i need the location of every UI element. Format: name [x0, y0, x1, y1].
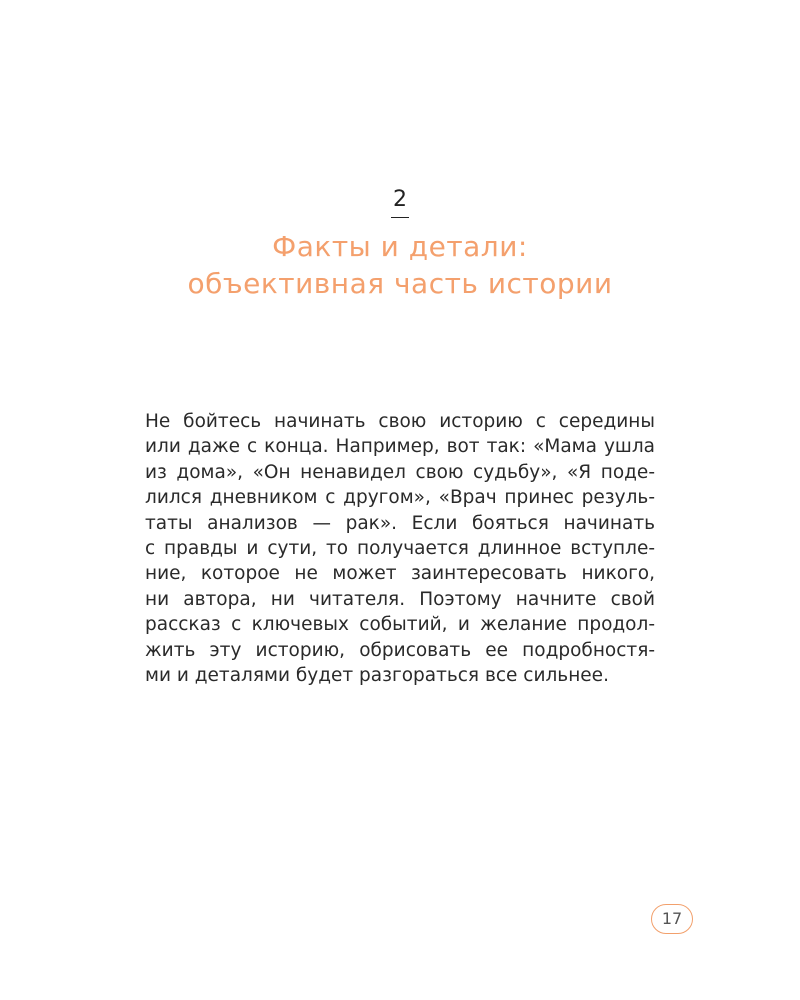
body-line: лился дневником с другом», «Врач принес резуль- — [145, 487, 655, 509]
body-line: рассказ с ключевых событий, и желание продол- — [145, 614, 655, 636]
chapter-title — [0, 228, 800, 302]
chapter-number-text: 2 — [391, 185, 409, 218]
chapter-title-line-2: объективная часть истории — [187, 267, 613, 300]
body-line: ние, которое не может заинтересовать никого, — [145, 563, 655, 585]
body-line: с правды и сути, то получается длинное вступле- — [145, 538, 655, 560]
body-line: ни автора, ни читателя. Поэтому начните свой — [145, 588, 655, 610]
body-line: жить эту историю, обрисовать ее подробностя- — [145, 639, 655, 661]
body-line: таты анализов — рак». Если бояться начинать — [145, 512, 655, 534]
body-line: Не бойтесь начинать свою историю с середины — [145, 411, 655, 432]
chapter-title-line-1: Факты и детали: — [272, 230, 528, 263]
body-paragraph — [145, 409, 655, 688]
body-line: из дома», «Он ненавидел свою судьбу», «Я поде- — [145, 461, 655, 483]
body-line: или даже с конца. Например, вот так: «Мама ушла — [145, 436, 655, 458]
chapter-number — [0, 185, 800, 218]
page-number: 17 — [651, 904, 693, 934]
body-line: ми и деталями будет разгораться все сильнее. — [145, 665, 609, 687]
